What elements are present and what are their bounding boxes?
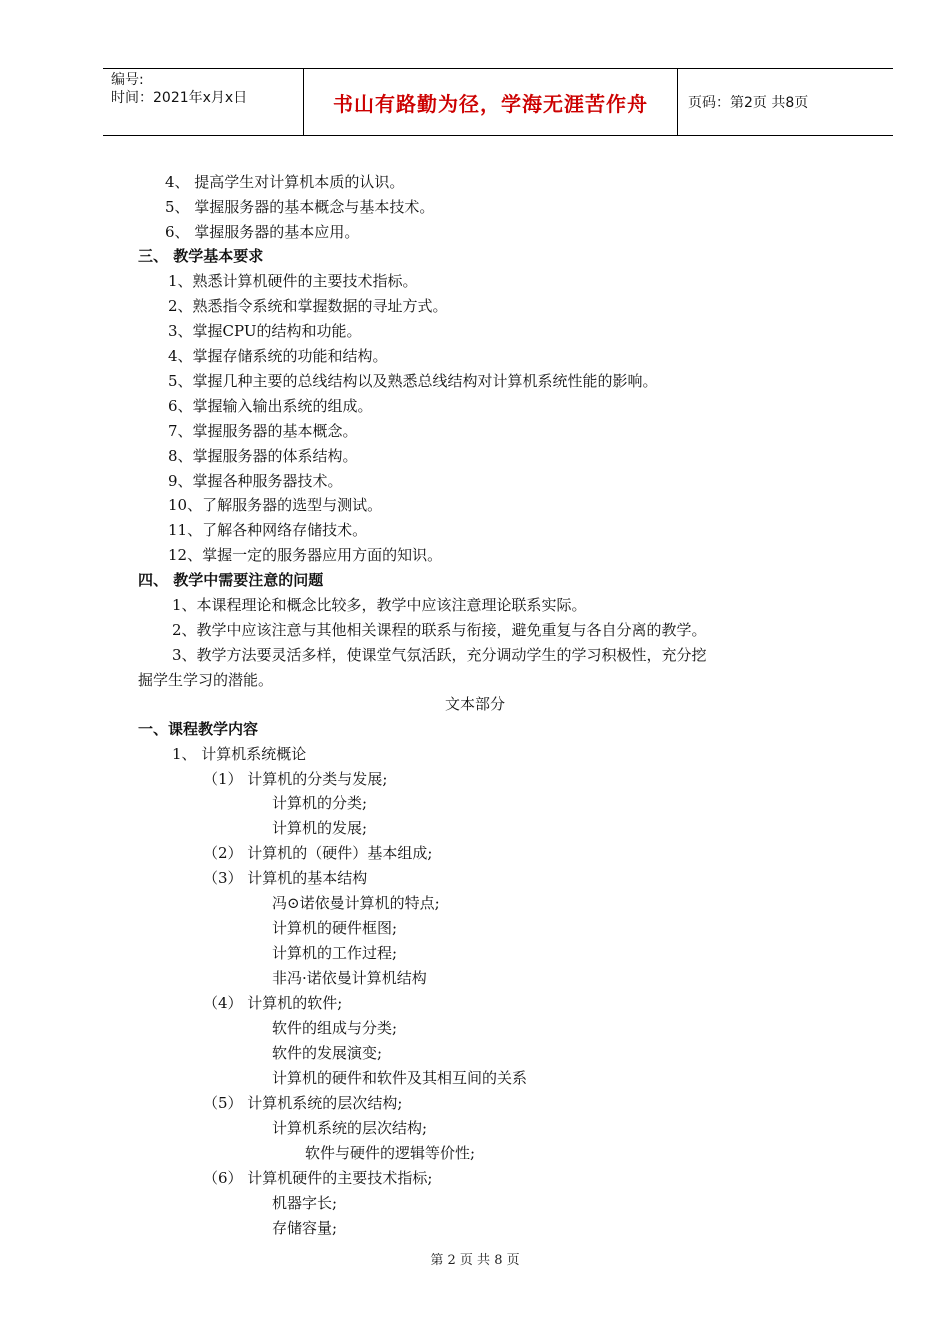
- subtopic-line: 软件与硬件的逻辑等价性;: [305, 1144, 476, 1162]
- subtopic-line: 软件的发展演变;: [272, 1044, 383, 1062]
- requirement-line: 2、熟悉指令系统和掌握数据的寻址方式。: [168, 297, 448, 315]
- subtopic-line: 软件的组成与分类;: [272, 1019, 398, 1037]
- subtopic-line: 计算机的分类;: [272, 794, 368, 812]
- subtopic-line: 机器字长;: [272, 1194, 338, 1212]
- objective-line: 5、 掌握服务器的基本概念与基本技术。: [165, 198, 435, 216]
- requirement-line: 4、掌握存储系统的功能和结构。: [168, 347, 388, 365]
- topic-line: （1） 计算机的分类与发展;: [203, 770, 388, 788]
- subtopic-line: 计算机的工作过程;: [272, 944, 398, 962]
- page-header: [103, 68, 893, 136]
- note-line: 1、本课程理论和概念比较多，教学中应该注意理论联系实际。: [172, 596, 587, 614]
- subtopic-line: 存储容量;: [272, 1219, 338, 1237]
- number-label: 编号:: [111, 72, 144, 88]
- requirement-line: 11、了解各种网络存储技术。: [168, 521, 368, 539]
- requirement-line: 5、掌握几种主要的总线结构以及熟悉总线结构对计算机系统性能的影响。: [168, 372, 658, 390]
- header-meta: [103, 69, 303, 135]
- section-heading: 四、 教学中需要注意的问题: [138, 571, 324, 589]
- requirement-line: 8、掌握服务器的体系结构。: [168, 447, 358, 465]
- header-page-label: 页码：第2页 共8页: [688, 95, 809, 111]
- requirement-line: 9、掌握各种服务器技术。: [168, 472, 343, 490]
- time-label: 时间：2021年x月x日: [111, 90, 248, 106]
- topic-line: （2） 计算机的（硬件）基本组成;: [203, 844, 433, 862]
- section-heading: 三、 教学基本要求: [138, 247, 264, 265]
- page-footer: 第 2 页 共 8 页: [430, 1253, 520, 1268]
- subtopic-line: 非冯·诺依曼计算机结构: [272, 969, 427, 987]
- part-title: 文本部分: [444, 695, 505, 713]
- objective-line: 6、 掌握服务器的基本应用。: [165, 223, 360, 241]
- note-line: 掘学生学习的潜能。: [138, 671, 274, 689]
- topic-line: （6） 计算机硬件的主要技术指标;: [203, 1169, 433, 1187]
- requirement-line: 12、掌握一定的服务器应用方面的知识。: [168, 546, 443, 564]
- requirement-line: 1、熟悉计算机硬件的主要技术指标。: [168, 272, 418, 290]
- subtopic-line: 计算机系统的层次结构;: [272, 1119, 428, 1137]
- section-heading: 一、课程教学内容: [138, 720, 259, 738]
- topic-line: （4） 计算机的软件;: [203, 994, 343, 1012]
- requirement-line: 7、掌握服务器的基本概念。: [168, 422, 358, 440]
- subtopic-line: 计算机的发展;: [272, 819, 368, 837]
- requirement-line: 6、掌握输入输出系统的组成。: [168, 397, 373, 415]
- note-line: 2、教学中应该注意与其他相关课程的联系与衔接，避免重复与各自分离的教学。: [172, 621, 707, 639]
- objective-line: 4、 提高学生对计算机本质的认识。: [165, 173, 405, 191]
- topic-line: （5） 计算机系统的层次结构;: [203, 1094, 403, 1112]
- note-line: 3、教学方法要灵活多样，使课堂气氛活跃，充分调动学生的学习积极性，充分挖: [172, 646, 707, 664]
- subtopic-line: 冯⊙诺依曼计算机的特点;: [272, 894, 440, 912]
- requirement-line: 3、掌握CPU的结构和功能。: [168, 322, 362, 340]
- chapter-title: 1、 计算机系统概论: [172, 745, 307, 763]
- topic-line: （3） 计算机的基本结构: [203, 869, 368, 887]
- subtopic-line: 计算机的硬件框图;: [272, 919, 398, 937]
- subtopic-line: 计算机的硬件和软件及其相互间的关系: [272, 1069, 528, 1087]
- header-motto: 书山有路勤为径，学海无涯苦作舟: [303, 69, 678, 135]
- requirement-line: 10、了解服务器的选型与测试。: [168, 496, 383, 514]
